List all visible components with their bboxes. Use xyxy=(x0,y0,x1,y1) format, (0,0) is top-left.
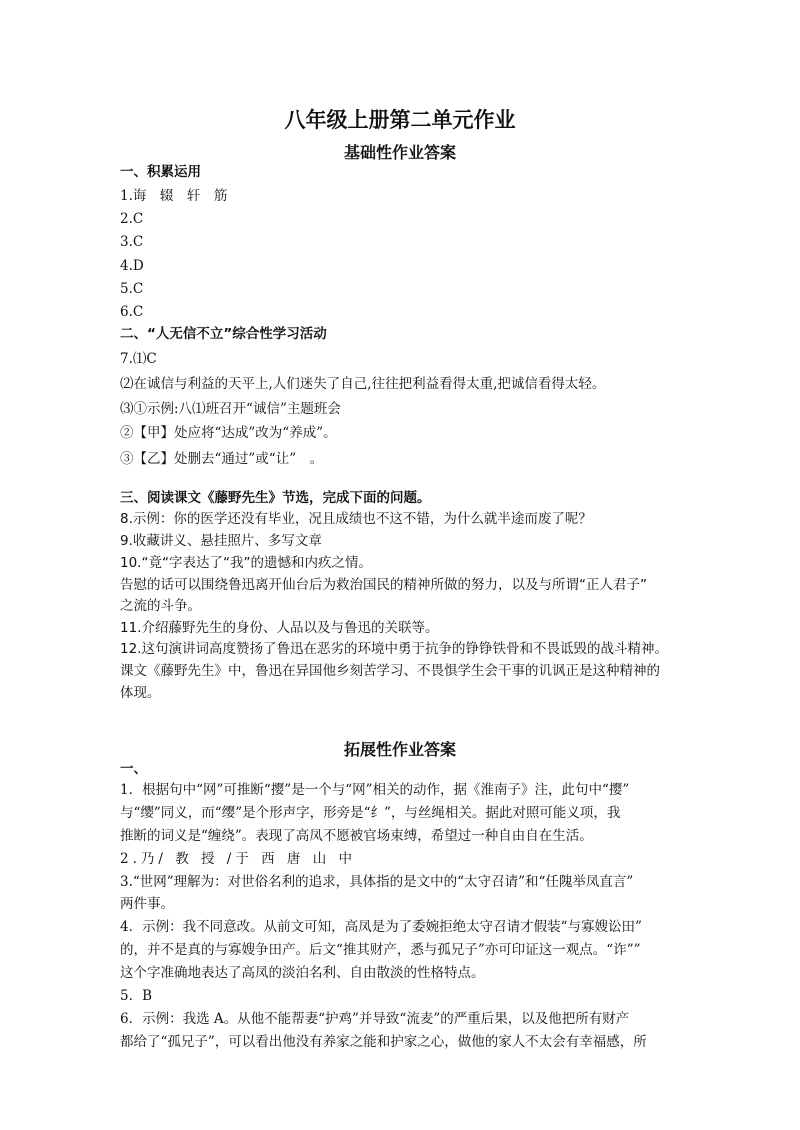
answer-line: 两件事。 xyxy=(120,896,174,912)
answer-line: 这个字准确地表达了高凤的淡泊名利、自由散淡的性格特点。 xyxy=(120,965,485,981)
answer-line: 与“缨”同义，而“缨”是个形声字，形旁是“纟”，与丝绳相关。据此对照可能义项，我 xyxy=(120,805,621,821)
extended-answers-heading: 拓展性作业答案 xyxy=(343,740,456,759)
section-heading: 二、“人无信不立”综合性学习活动 xyxy=(120,326,327,342)
page-title: 八年级上册第二单元作业 xyxy=(284,108,516,132)
answer-line: 11.介绍藤野先生的身份、人品以及与鲁迅的关联等。 xyxy=(120,620,439,636)
answer-line: 4．示例：我不同意改。从前文可知，高凤是为了委婉拒绝太守召请才假装“与寡嫂讼田” xyxy=(120,919,642,935)
answer-line: 6．示例：我选 A。从他不能帮妻“护鸡”并导致“流麦”的严重后果，以及他把所有财产 xyxy=(120,1011,630,1027)
answer-line: 6.C xyxy=(120,304,144,320)
answer-line: 的，并不是真的与寡嫂争田产。后文“推其财产，悉与孤兄子”亦可印证这一观点。“诈”” xyxy=(120,942,641,958)
answer-line: 7.⑴C xyxy=(120,351,157,367)
answer-line: 课文《藤野先生》中，鲁迅在异国他乡刻苦学习、不畏惧学生会干事的讥讽正是这种精神的 xyxy=(120,663,660,679)
answer-line: 都给了“孤兄子”，可以看出他没有养家之能和护家之心，做他的家人不太会有幸福感，所 xyxy=(120,1034,647,1050)
basic-answers-heading: 基础性作业答案 xyxy=(343,143,456,162)
answer-line: 5.C xyxy=(120,281,144,297)
answer-line: 告慰的话可以围绕鲁迅离开仙台后为救治国民的精神所做的努力，以及与所谓“正人君子” xyxy=(120,577,647,593)
answer-line: 10.“竟“字表达了“我”的遗憾和内疚之情。 xyxy=(120,555,372,571)
answer-line: 1．根据句中“网”可推断“撄”是一个与“网”相关的动作，据《淮南子》注，此句中“撄” xyxy=(120,782,630,798)
answer-line: 2.C xyxy=(120,211,144,227)
answer-line: 1.诲 辍 轩 筋 xyxy=(120,188,228,204)
answer-line: ⑶①示例:八⑴班召开“诚信”主题班会 xyxy=(120,401,341,417)
answer-line: 推断的词义是“缠绕”。表现了高凤不愿被官场束缚，希望过一种自由自在生活。 xyxy=(120,828,593,844)
answer-line: 体现。 xyxy=(120,685,161,701)
answer-line: 5．B xyxy=(120,988,153,1004)
answer-line: ⑵在诚信与利益的天平上,人们迷失了自己,往往把利益看得太重,把诚信看得太轻。 xyxy=(120,376,606,392)
section-heading: 一、 xyxy=(120,761,147,777)
answer-line: 3.C xyxy=(120,234,144,250)
answer-line: ③【乙】处删去“通过”或“让” 。 xyxy=(120,451,324,467)
section-heading: 三、阅读课文《藤野先生》节选，完成下面的问题。 xyxy=(120,490,431,506)
answer-line: ②【甲】处应将“达成”改为“养成”。 xyxy=(120,425,337,441)
answer-line: 12.这句演讲词高度赞扬了鲁迅在恶劣的环境中勇于抗争的铮铮铁骨和不畏诋毁的战斗精神。 xyxy=(120,641,668,657)
answer-line: 3.“世网”理解为：对世俗名利的追求，具体指的是文中的“太守召请”和“任隗举凤直言” xyxy=(120,874,634,890)
answer-line: 2.乃/ 教 授 /于 西 唐 山 中 xyxy=(120,851,357,867)
section-heading: 一、积累运用 xyxy=(120,164,201,180)
answer-line: 9.收藏讲义、悬挂照片、多写文章 xyxy=(120,533,322,549)
answer-line: 之流的斗争。 xyxy=(120,598,201,614)
answer-line: 8.示例：你的医学还没有毕业，况且成绩也不这不错，为什么就半途而废了呢？ xyxy=(120,511,592,527)
answer-line: 4.D xyxy=(120,258,144,274)
